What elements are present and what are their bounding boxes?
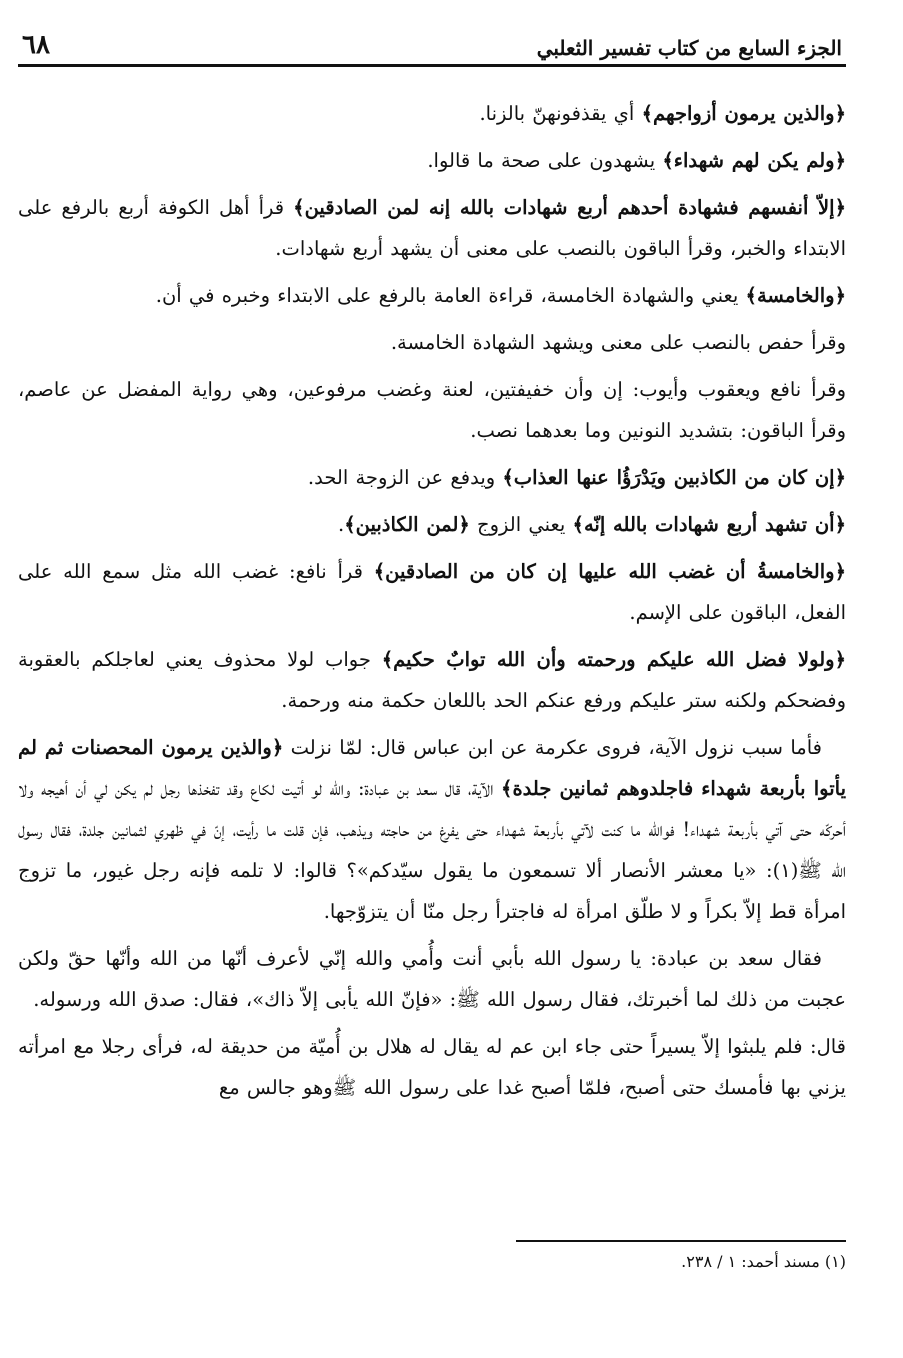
page-body [18, 67, 846, 1108]
paragraph-6 [18, 369, 846, 451]
quran-quote: ﴿والذين يرمون المحصنات ثم لم يأتوا بأربعة شهداء فاجلدوهم ثمانين جلدة﴾ [18, 736, 846, 800]
quran-quote: ﴿إلاّ أنفسهم فشهادة أحدهم أربع شهادات بالله إنه لمن الصادقين﴾ [293, 196, 847, 219]
paragraph-9 [18, 551, 846, 633]
commentary-text: ويدفع عن الزوجة الحد. [307, 466, 503, 489]
commentary-text: يشهدون على صحة ما قالوا. [427, 149, 663, 172]
quran-quote: ﴿والخامسةُ أن غضب الله عليها إن كان من الصادقين﴾ [373, 560, 846, 583]
paragraph-2 [18, 140, 846, 181]
paragraph-8 [18, 504, 846, 545]
quran-quote: ﴿أن تشهد أربع شهادات بالله إنّه﴾ [572, 513, 846, 536]
commentary-text: وقرأ حفص بالنصب على معنى ويشهد الشهادة الخامسة. [390, 331, 846, 354]
paragraph-1 [18, 93, 846, 134]
paragraph-7 [18, 457, 846, 498]
commentary-text: جواب لولا محذوف يعني لعاجلكم بالعقوبة وفضحكم ولكنه ستر عليكم ورفع عنكم الحد باللعان حكمة منه ورحمة. [18, 648, 846, 712]
paragraph-13 [18, 1026, 846, 1108]
commentary-text: قال: فلم يلبثوا إلاّ يسيراً حتى جاء ابن عم له يقال له هلال بن أُميّة من حديقة له، فرأى رجلا مع امرأته يزني بها فأمسك حتى أصبح، فلمّا أصبح غدا على رسول الله ﷺوهو جالس مع [18, 1035, 846, 1099]
paragraph-11 [18, 727, 846, 932]
commentary-text: الآية، قال سعد بن عبادة: والله لو أتيت لكاع وقد تفخذها رجل لم يكن لي أن أهيجه ولا أحركّه حتى آتي بأربعة شهداء! فوالله ما كنت لآتي بأربعة شهداء حتى يفرغ من حاجته ويذهب، فإن قلت ما رأيت، إنّ في ظهري لثمانين جلدة، فقال رسول الله ﷺ(١): «يا معشر الأنصار ألا تسمعون ما يقول سيّدكم»؟ قالوا: لا تلمه فإنه رجل غيور، ما تزوج امرأة قط إلاّ بكراً و لا طلّق امرأة له فاجترأ رجل منّا أن يتزوّجها. [18, 777, 847, 923]
quran-quote: ﴿إن كان من الكاذبين ويَدْرَؤُا عنها العذاب﴾ [502, 466, 846, 489]
page-number: ٦٨ [22, 30, 50, 60]
commentary-text: قرأ نافع: غضب الله مثل سمع الله على الفعل، الباقون على الإسم. [18, 560, 846, 624]
commentary-text: فقال سعد بن عبادة: يا رسول الله بأبي أنت وأُمي والله إنّي لأعرف أنّها من الله وأنّها حقّ ولكن عجبت من ذلك لما أخبرتك، فقال رسول الله ﷺ: «فإنّ الله يأبى إلاّ ذاك»، فقال: صدق الله ورسوله. [18, 947, 846, 1011]
quran-quote: ﴿والذين يرمون أزواجهم﴾ [641, 102, 846, 125]
footnote-rule [516, 1240, 846, 1242]
paragraph-10 [18, 639, 846, 721]
paragraph-12 [18, 938, 846, 1020]
paragraph-4 [18, 275, 846, 316]
commentary-text: يعني والشهادة الخامسة، قراءة العامة بالرفع على الابتداء وخبره في أن. [155, 284, 746, 307]
quran-quote: ﴿لمن الكاذبين﴾ [344, 513, 470, 536]
quran-quote: ﴿والخامسة﴾ [745, 284, 846, 307]
page-header [18, 18, 846, 64]
commentary-text: . [338, 513, 345, 536]
commentary-text: قرأ أهل الكوفة أربع بالرفع على الابتداء والخبر، وقرأ الباقون بالنصب على معنى أن يشهد أربع شهادات. [18, 196, 846, 260]
footnote: (١) مسند أحمد: ١ / ٢٣٨. [681, 1252, 846, 1271]
book-page [18, 18, 846, 1338]
quran-quote: ﴿ولولا فضل الله عليكم ورحمته وأن الله توابٌ حكيم﴾ [381, 648, 847, 671]
commentary-text: فأما سبب نزول الآية، فروى عكرمة عن ابن عباس قال: لمّا نزلت [283, 736, 822, 759]
quran-quote: ﴿ولم يكن لهم شهداء﴾ [662, 149, 846, 172]
paragraph-5 [18, 322, 846, 363]
paragraph-3 [18, 187, 846, 269]
running-title: الجزء السابع من كتاب تفسير الثعلبي [536, 36, 842, 60]
commentary-text: يعني الزوج [469, 513, 573, 536]
commentary-text: وقرأ نافع ويعقوب وأيوب: إن وأن خفيفتين، لعنة وغضب مرفوعين، وهي رواية المفضل عن عاصم، وقرأ الباقون: بتشديد النونين وما بعدهما نصب. [18, 378, 846, 442]
commentary-text: أي يقذفونهنّ بالزنا. [479, 102, 642, 125]
